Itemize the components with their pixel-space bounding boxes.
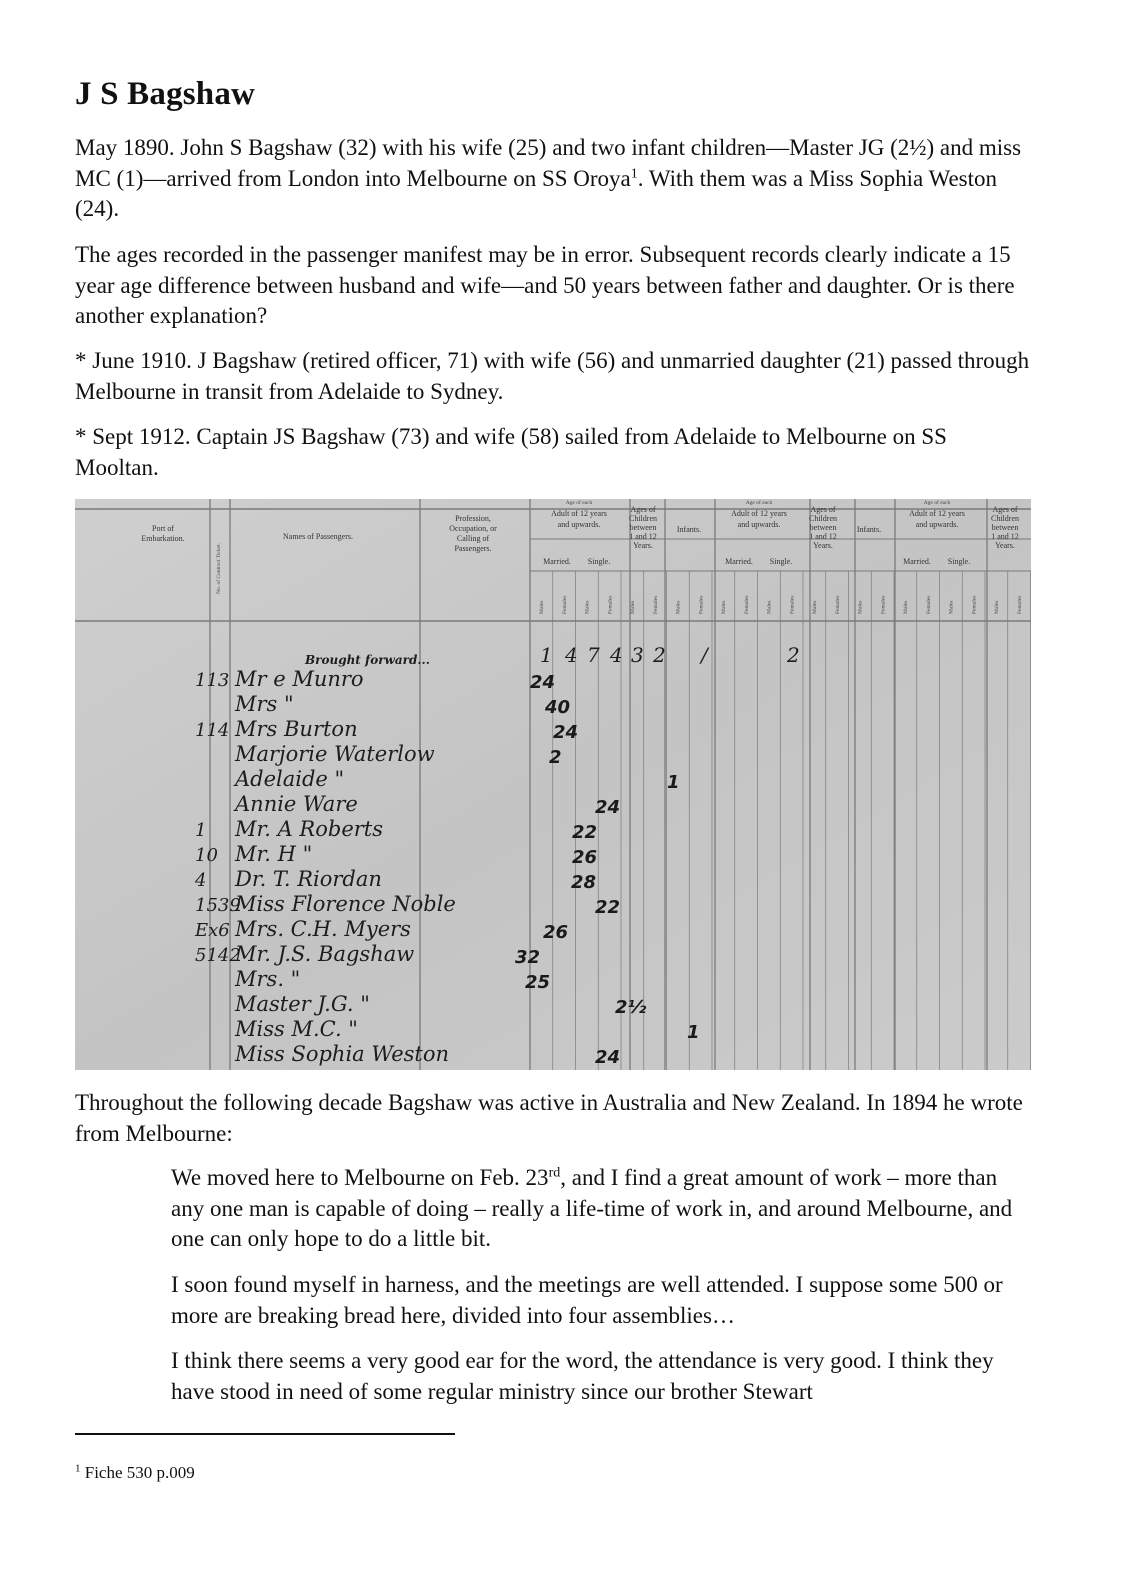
row-passenger-name: Mr e Munro	[235, 667, 364, 691]
brought-forward-label: Brought forward...	[305, 653, 430, 667]
header-single-1: Single.	[587, 557, 611, 566]
header-names: Names of Passengers.	[283, 532, 353, 541]
row-passenger-name: Marjorie Waterlow	[235, 742, 435, 766]
row-passenger-name: Adelaide "	[235, 767, 345, 791]
row-age-value: 22	[572, 822, 598, 843]
header-married-2: Married.	[725, 557, 753, 566]
column-label-males: Males	[948, 600, 955, 614]
row-age-value: 28	[571, 872, 597, 893]
row-passenger-name: Mrs. C.H. Myers	[235, 917, 411, 941]
column-label-males: Males	[812, 600, 818, 614]
column-label-males: Males	[903, 600, 909, 614]
header-children-2e: Years.	[813, 541, 833, 550]
header-infants-2: Infants.	[856, 525, 882, 534]
row-passenger-name: Mrs. "	[235, 967, 301, 991]
column-label-females: Females	[971, 595, 978, 614]
quote-1-superscript: rd	[548, 1165, 561, 1181]
header-adult-2b: and upwards.	[737, 520, 781, 529]
row-ticket-number: 114	[195, 720, 230, 741]
paragraph-sept-1912: * Sept 1912. Captain JS Bagshaw (73) and wife (58) sailed from Adelaide to Melbourne on SS Mooltan.	[75, 424, 947, 480]
column-label-males: Males	[630, 600, 636, 614]
header-single-3: Single.	[947, 557, 971, 566]
row-passenger-name: Miss Florence Noble	[235, 892, 456, 916]
row-passenger-name: Miss M.C. "	[235, 1017, 358, 1041]
header-children-1a: Ages of	[630, 505, 656, 514]
passenger-manifest-image	[75, 499, 1031, 1070]
row-ticket-number: Ex6	[195, 920, 230, 941]
row-age-value: 24	[595, 797, 621, 818]
page-title: J S Bagshaw	[75, 76, 256, 112]
header-children-3d: 1 and 12	[991, 532, 1019, 541]
paragraph-arrival-tail: . With them was a Miss Sophia Weston (24).	[75, 165, 998, 221]
column-label-females: Females	[607, 595, 614, 614]
row-passenger-name: Annie Ware	[235, 792, 358, 816]
row-passenger-name: Mr. J.S. Bagshaw	[235, 942, 415, 966]
row-passenger-name: Mr. H "	[235, 842, 313, 866]
row-age-value: 26	[572, 847, 598, 868]
paragraph-arrival	[75, 133, 1035, 225]
row-passenger-name: Mrs Burton	[235, 717, 358, 741]
row-age-value: 24	[595, 1047, 621, 1068]
quote-paragraph-2: I soon found myself in harness, and the meetings are well attended. I suppose some 500 or more are breaking bread here, divided into four assemblies…	[171, 1272, 1003, 1328]
header-children-2c: between	[809, 523, 837, 532]
brought-forward-value: 2	[787, 643, 800, 667]
row-passenger-name: Dr. T. Riordan	[235, 867, 382, 891]
manifest-scan	[75, 499, 1031, 1070]
column-label-females: Females	[789, 595, 796, 614]
header-age-each-2: Age of each	[745, 500, 773, 506]
row-ticket-number: 1539	[195, 895, 241, 916]
header-single-2: Single.	[769, 557, 793, 566]
column-label-females: Females	[925, 595, 932, 614]
column-label-males: Males	[721, 600, 727, 614]
header-infants-1: Infants.	[676, 525, 702, 534]
header-profession-4: Passengers.	[454, 544, 492, 553]
header-adult-1b: and upwards.	[557, 520, 601, 529]
footnote-separator	[75, 1433, 455, 1435]
header-children-3b: Children	[991, 514, 1019, 523]
row-ticket-number: 4	[195, 870, 207, 891]
brought-forward-value: 3	[631, 643, 644, 667]
header-children-2a: Ages of	[810, 505, 836, 514]
header-adult-1a: Adult of 12 years	[551, 509, 607, 518]
row-age-value: 2½	[615, 997, 647, 1018]
row-passenger-name: Mrs "	[235, 692, 294, 716]
column-label-females: Females	[880, 595, 887, 614]
header-children-2b: Children	[809, 514, 837, 523]
header-adult-2a: Adult of 12 years	[731, 509, 787, 518]
column-label-males: Males	[675, 600, 682, 614]
footnote-marker: 1	[75, 1462, 81, 1475]
header-children-1c: between	[629, 523, 657, 532]
quote-paragraph-3: I think there seems a very good ear for the word, the attendance is very good. I think they have stood in need of some regular ministry since our brother Stewart	[171, 1348, 994, 1404]
row-age-value: 24	[530, 672, 556, 693]
row-age-value: 26	[543, 922, 569, 943]
paragraph-following-decade: Throughout the following decade Bagshaw was active in Australia and New Zealand. In 1894 he wrote from Melbourne:	[75, 1090, 1023, 1146]
header-children-2d: 1 and 12	[809, 532, 837, 541]
header-port-2: Embarkation.	[141, 534, 185, 543]
header-adult-3a: Adult of 12 years	[909, 509, 965, 518]
row-age-value: 32	[515, 947, 541, 968]
brought-forward-value: 2	[653, 643, 666, 667]
row-age-value: 2	[549, 747, 562, 768]
column-label-females: Females	[698, 595, 705, 614]
footnote-text: Fiche 530 p.009	[84, 1463, 195, 1482]
row-ticket-number: 10	[195, 845, 218, 866]
row-ticket-number: 5142	[195, 945, 241, 966]
row-age-value: 1	[667, 772, 680, 793]
row-age-value: 22	[595, 897, 621, 918]
column-label-males: Males	[584, 600, 591, 614]
column-label-males: Males	[857, 600, 864, 614]
column-label-males: Males	[994, 600, 1000, 614]
paragraph-june-1910: * June 1910. J Bagshaw (retired officer, 71) with wife (56) and unmarried daughter (21) passed through Melbourne in transit from Adelaide to Sydney.	[75, 348, 1030, 404]
header-married-3: Married.	[903, 557, 931, 566]
column-label-males: Males	[539, 600, 545, 614]
paragraph-ages-note: The ages recorded in the passenger manifest may be in error. Subsequent records clearly indicate a 15 year age difference between husband and wife—and 50 years between father and daughter. Or is there another explanation?	[75, 242, 1015, 328]
header-married-1: Married.	[543, 557, 571, 566]
brought-forward-value: /	[701, 643, 708, 667]
header-children-3e: Years.	[995, 541, 1015, 550]
footnote	[75, 1463, 195, 1483]
header-children-1b: Children	[629, 514, 657, 523]
column-label-females: Females	[743, 595, 750, 614]
row-age-value: 24	[553, 722, 579, 743]
row-age-value: 40	[545, 697, 571, 718]
header-profession-3: Calling of	[456, 534, 490, 543]
column-label-females: Females	[561, 595, 568, 614]
brought-forward-value: 4	[610, 643, 623, 667]
header-age-each-3: Age of each	[923, 500, 951, 506]
header-children-1e: Years.	[633, 541, 653, 550]
header-contract: No. of Contract Ticket.	[216, 543, 222, 594]
row-age-value: 1	[687, 1022, 700, 1043]
quote-paragraph-1	[171, 1163, 1031, 1255]
column-label-males: Males	[766, 600, 773, 614]
column-label-females: Females	[834, 595, 841, 614]
paragraph-arrival-text: May 1890. John S Bagshaw (32) with his wife (25) and two infant children—Master JG (2½) and miss MC (1)—arrived from London into Melbourne on SS Oroya	[75, 135, 1022, 191]
brought-forward-value: 7	[587, 643, 600, 667]
brought-forward-value: 4	[565, 643, 578, 667]
column-label-females: Females	[652, 595, 659, 614]
header-port-1: Port of	[152, 524, 174, 533]
header-children-3c: between	[991, 523, 1019, 532]
header-children-3a: Ages of	[992, 505, 1018, 514]
footnote-reference[interactable]: 1	[630, 165, 638, 181]
header-profession-2: Occupation, or	[449, 524, 497, 533]
row-ticket-number: 1	[195, 820, 207, 841]
header-adult-3b: and upwards.	[915, 520, 959, 529]
header-profession-1: Profession,	[455, 514, 491, 523]
header-age-each-1: Age of each	[565, 500, 593, 506]
row-age-value: 25	[525, 972, 551, 993]
row-passenger-name: Master J.G. "	[235, 992, 370, 1016]
quote-1-before: We moved here to Melbourne on Feb. 23	[171, 1165, 549, 1190]
brought-forward-value: 1	[540, 643, 553, 667]
row-passenger-name: Mr. A Roberts	[235, 817, 384, 841]
row-passenger-name: Miss Sophia Weston	[235, 1042, 450, 1066]
quote-1-after: , and I find a great amount of work – more than any one man is capable of doing – really a life-time of work in, and around Melbourne, and one can only hope to do a little bit.	[171, 1165, 1013, 1251]
header-children-1d: 1 and 12	[629, 532, 657, 541]
column-label-females: Females	[1016, 595, 1023, 614]
row-ticket-number: 113	[195, 670, 230, 691]
